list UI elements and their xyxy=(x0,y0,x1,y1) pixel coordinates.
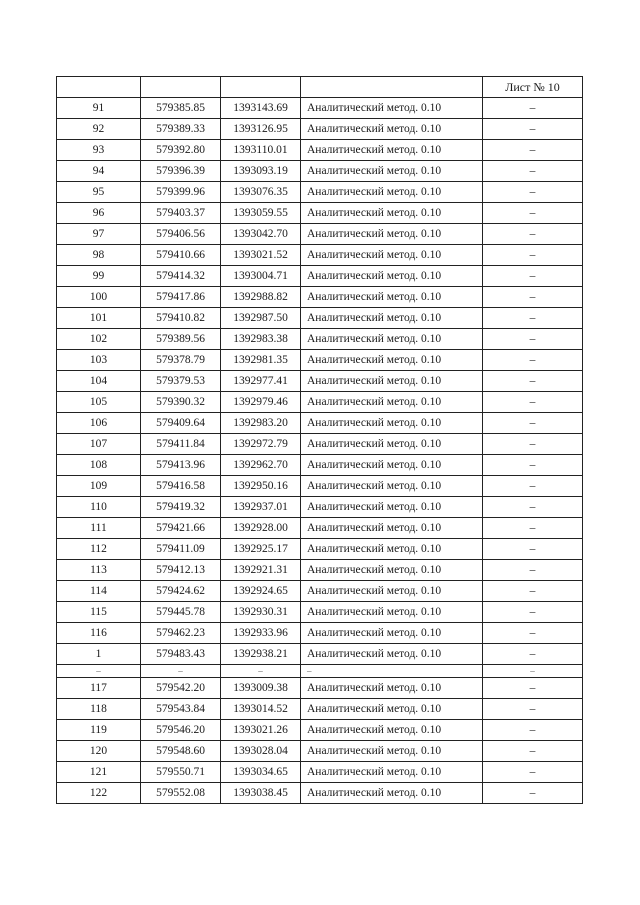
y-coordinate-cell: 1392981.35 xyxy=(221,350,301,371)
note-cell: – xyxy=(483,455,583,476)
y-coordinate-cell: 1393110.01 xyxy=(221,140,301,161)
x-coordinate-cell: 579410.66 xyxy=(141,245,221,266)
y-coordinate-cell: 1393021.52 xyxy=(221,245,301,266)
note-cell: – xyxy=(483,560,583,581)
coordinates-table xyxy=(56,76,583,804)
table-row xyxy=(57,119,583,140)
x-coordinate-cell: 579409.64 xyxy=(141,413,221,434)
method-cell: Аналитический метод. 0.10 xyxy=(301,119,483,140)
note-cell: – xyxy=(483,371,583,392)
y-coordinate-cell: 1393038.45 xyxy=(221,783,301,804)
method-cell: Аналитический метод. 0.10 xyxy=(301,623,483,644)
note-cell: – xyxy=(483,140,583,161)
y-coordinate-cell: 1392987.50 xyxy=(221,308,301,329)
y-coordinate-cell: 1393126.95 xyxy=(221,119,301,140)
method-cell: Аналитический метод. 0.10 xyxy=(301,266,483,287)
point-number-cell: 115 xyxy=(57,602,141,623)
header-cell-empty xyxy=(57,77,141,98)
table-row xyxy=(57,720,583,741)
y-coordinate-cell: 1392950.16 xyxy=(221,476,301,497)
y-coordinate-cell: 1392979.46 xyxy=(221,392,301,413)
table-row xyxy=(57,350,583,371)
note-cell: – xyxy=(483,623,583,644)
note-cell: – xyxy=(483,308,583,329)
y-coordinate-cell: 1393042.70 xyxy=(221,224,301,245)
method-cell: Аналитический метод. 0.10 xyxy=(301,581,483,602)
method-cell: Аналитический метод. 0.10 xyxy=(301,783,483,804)
note-cell: – xyxy=(483,413,583,434)
header-cell-empty xyxy=(301,77,483,98)
x-coordinate-cell: 579542.20 xyxy=(141,678,221,699)
note-cell: – xyxy=(483,602,583,623)
sheet-number-label: Лист № 10 xyxy=(483,77,583,98)
table-row xyxy=(57,644,583,665)
point-number-cell: 106 xyxy=(57,413,141,434)
table-row xyxy=(57,434,583,455)
y-coordinate-cell: 1392937.01 xyxy=(221,497,301,518)
method-cell: Аналитический метод. 0.10 xyxy=(301,434,483,455)
table-row xyxy=(57,762,583,783)
method-cell: – xyxy=(301,665,483,678)
note-cell: – xyxy=(483,245,583,266)
point-number-cell: 1 xyxy=(57,644,141,665)
point-number-cell: 107 xyxy=(57,434,141,455)
y-coordinate-cell: 1392933.96 xyxy=(221,623,301,644)
method-cell: Аналитический метод. 0.10 xyxy=(301,741,483,762)
header-cell-empty xyxy=(141,77,221,98)
point-number-cell: 119 xyxy=(57,720,141,741)
method-cell: Аналитический метод. 0.10 xyxy=(301,350,483,371)
y-coordinate-cell: 1393034.65 xyxy=(221,762,301,783)
x-coordinate-cell: 579399.96 xyxy=(141,182,221,203)
y-coordinate-cell: 1392921.31 xyxy=(221,560,301,581)
method-cell: Аналитический метод. 0.10 xyxy=(301,413,483,434)
table-row xyxy=(57,623,583,644)
note-cell: – xyxy=(483,741,583,762)
note-cell: – xyxy=(483,644,583,665)
method-cell: Аналитический метод. 0.10 xyxy=(301,308,483,329)
y-coordinate-cell: – xyxy=(221,665,301,678)
table-row xyxy=(57,161,583,182)
x-coordinate-cell: 579403.37 xyxy=(141,203,221,224)
point-number-cell: 104 xyxy=(57,371,141,392)
note-cell: – xyxy=(483,783,583,804)
note-cell: – xyxy=(483,392,583,413)
point-number-cell: 96 xyxy=(57,203,141,224)
method-cell: Аналитический метод. 0.10 xyxy=(301,476,483,497)
coordinates-table-body xyxy=(57,77,583,804)
table-row xyxy=(57,140,583,161)
point-number-cell: 105 xyxy=(57,392,141,413)
table-row xyxy=(57,182,583,203)
x-coordinate-cell: 579550.71 xyxy=(141,762,221,783)
point-number-cell: 97 xyxy=(57,224,141,245)
x-coordinate-cell: 579396.39 xyxy=(141,161,221,182)
y-coordinate-cell: 1392924.65 xyxy=(221,581,301,602)
x-coordinate-cell: 579412.13 xyxy=(141,560,221,581)
note-cell: – xyxy=(483,720,583,741)
x-coordinate-cell: 579413.96 xyxy=(141,455,221,476)
table-row xyxy=(57,455,583,476)
x-coordinate-cell: 579390.32 xyxy=(141,392,221,413)
note-cell: – xyxy=(483,539,583,560)
y-coordinate-cell: 1392925.17 xyxy=(221,539,301,560)
table-row xyxy=(57,392,583,413)
x-coordinate-cell: 579411.84 xyxy=(141,434,221,455)
x-coordinate-cell: 579378.79 xyxy=(141,350,221,371)
table-row xyxy=(57,741,583,762)
point-number-cell: 110 xyxy=(57,497,141,518)
method-cell: Аналитический метод. 0.10 xyxy=(301,161,483,182)
y-coordinate-cell: 1392938.21 xyxy=(221,644,301,665)
note-cell: – xyxy=(483,581,583,602)
method-cell: Аналитический метод. 0.10 xyxy=(301,287,483,308)
table-gap-row xyxy=(57,665,583,678)
y-coordinate-cell: 1392983.20 xyxy=(221,413,301,434)
x-coordinate-cell: 579424.62 xyxy=(141,581,221,602)
method-cell: Аналитический метод. 0.10 xyxy=(301,182,483,203)
method-cell: Аналитический метод. 0.10 xyxy=(301,203,483,224)
table-row xyxy=(57,329,583,350)
point-number-cell: 113 xyxy=(57,560,141,581)
y-coordinate-cell: 1392983.38 xyxy=(221,329,301,350)
x-coordinate-cell: 579416.58 xyxy=(141,476,221,497)
method-cell: Аналитический метод. 0.10 xyxy=(301,644,483,665)
y-coordinate-cell: 1393021.26 xyxy=(221,720,301,741)
y-coordinate-cell: 1392930.31 xyxy=(221,602,301,623)
y-coordinate-cell: 1393076.35 xyxy=(221,182,301,203)
y-coordinate-cell: 1393093.19 xyxy=(221,161,301,182)
y-coordinate-cell: 1393028.04 xyxy=(221,741,301,762)
table-row xyxy=(57,476,583,497)
x-coordinate-cell: 579445.78 xyxy=(141,602,221,623)
note-cell: – xyxy=(483,161,583,182)
method-cell: Аналитический метод. 0.10 xyxy=(301,371,483,392)
x-coordinate-cell: – xyxy=(141,665,221,678)
note-cell: – xyxy=(483,287,583,308)
x-coordinate-cell: 579392.80 xyxy=(141,140,221,161)
table-row xyxy=(57,539,583,560)
point-number-cell: – xyxy=(57,665,141,678)
table-row xyxy=(57,245,583,266)
x-coordinate-cell: 579546.20 xyxy=(141,720,221,741)
method-cell: Аналитический метод. 0.10 xyxy=(301,518,483,539)
method-cell: Аналитический метод. 0.10 xyxy=(301,678,483,699)
point-number-cell: 121 xyxy=(57,762,141,783)
y-coordinate-cell: 1393014.52 xyxy=(221,699,301,720)
table-row xyxy=(57,308,583,329)
point-number-cell: 103 xyxy=(57,350,141,371)
x-coordinate-cell: 579385.85 xyxy=(141,98,221,119)
y-coordinate-cell: 1392928.00 xyxy=(221,518,301,539)
point-number-cell: 98 xyxy=(57,245,141,266)
table-row xyxy=(57,678,583,699)
table-row xyxy=(57,266,583,287)
point-number-cell: 94 xyxy=(57,161,141,182)
method-cell: Аналитический метод. 0.10 xyxy=(301,720,483,741)
note-cell: – xyxy=(483,119,583,140)
method-cell: Аналитический метод. 0.10 xyxy=(301,392,483,413)
point-number-cell: 111 xyxy=(57,518,141,539)
x-coordinate-cell: 579379.53 xyxy=(141,371,221,392)
note-cell: – xyxy=(483,497,583,518)
note-cell: – xyxy=(483,203,583,224)
y-coordinate-cell: 1392962.70 xyxy=(221,455,301,476)
note-cell: – xyxy=(483,266,583,287)
x-coordinate-cell: 579417.86 xyxy=(141,287,221,308)
point-number-cell: 120 xyxy=(57,741,141,762)
point-number-cell: 99 xyxy=(57,266,141,287)
note-cell: – xyxy=(483,476,583,497)
x-coordinate-cell: 579389.33 xyxy=(141,119,221,140)
table-row xyxy=(57,497,583,518)
table-row xyxy=(57,203,583,224)
y-coordinate-cell: 1393143.69 xyxy=(221,98,301,119)
method-cell: Аналитический метод. 0.10 xyxy=(301,497,483,518)
point-number-cell: 92 xyxy=(57,119,141,140)
method-cell: Аналитический метод. 0.10 xyxy=(301,602,483,623)
header-cell-empty xyxy=(221,77,301,98)
point-number-cell: 118 xyxy=(57,699,141,720)
method-cell: Аналитический метод. 0.10 xyxy=(301,224,483,245)
note-cell: – xyxy=(483,329,583,350)
note-cell: – xyxy=(483,665,583,678)
table-row xyxy=(57,699,583,720)
point-number-cell: 122 xyxy=(57,783,141,804)
x-coordinate-cell: 579410.82 xyxy=(141,308,221,329)
x-coordinate-cell: 579419.32 xyxy=(141,497,221,518)
y-coordinate-cell: 1392988.82 xyxy=(221,287,301,308)
method-cell: Аналитический метод. 0.10 xyxy=(301,455,483,476)
y-coordinate-cell: 1393004.71 xyxy=(221,266,301,287)
y-coordinate-cell: 1393009.38 xyxy=(221,678,301,699)
x-coordinate-cell: 579543.84 xyxy=(141,699,221,720)
x-coordinate-cell: 579406.56 xyxy=(141,224,221,245)
point-number-cell: 95 xyxy=(57,182,141,203)
x-coordinate-cell: 579414.32 xyxy=(141,266,221,287)
y-coordinate-cell: 1393059.55 xyxy=(221,203,301,224)
point-number-cell: 102 xyxy=(57,329,141,350)
point-number-cell: 114 xyxy=(57,581,141,602)
table-row xyxy=(57,413,583,434)
y-coordinate-cell: 1392972.79 xyxy=(221,434,301,455)
table-row xyxy=(57,287,583,308)
table-row xyxy=(57,371,583,392)
point-number-cell: 109 xyxy=(57,476,141,497)
method-cell: Аналитический метод. 0.10 xyxy=(301,98,483,119)
note-cell: – xyxy=(483,678,583,699)
note-cell: – xyxy=(483,98,583,119)
x-coordinate-cell: 579548.60 xyxy=(141,741,221,762)
x-coordinate-cell: 579411.09 xyxy=(141,539,221,560)
point-number-cell: 117 xyxy=(57,678,141,699)
table-row xyxy=(57,581,583,602)
point-number-cell: 93 xyxy=(57,140,141,161)
table-row xyxy=(57,602,583,623)
point-number-cell: 91 xyxy=(57,98,141,119)
x-coordinate-cell: 579421.66 xyxy=(141,518,221,539)
note-cell: – xyxy=(483,762,583,783)
note-cell: – xyxy=(483,350,583,371)
method-cell: Аналитический метод. 0.10 xyxy=(301,762,483,783)
x-coordinate-cell: 579483.43 xyxy=(141,644,221,665)
note-cell: – xyxy=(483,182,583,203)
method-cell: Аналитический метод. 0.10 xyxy=(301,539,483,560)
point-number-cell: 100 xyxy=(57,287,141,308)
method-cell: Аналитический метод. 0.10 xyxy=(301,699,483,720)
method-cell: Аналитический метод. 0.10 xyxy=(301,329,483,350)
point-number-cell: 101 xyxy=(57,308,141,329)
table-row xyxy=(57,560,583,581)
point-number-cell: 112 xyxy=(57,539,141,560)
method-cell: Аналитический метод. 0.10 xyxy=(301,245,483,266)
method-cell: Аналитический метод. 0.10 xyxy=(301,140,483,161)
note-cell: – xyxy=(483,518,583,539)
point-number-cell: 108 xyxy=(57,455,141,476)
x-coordinate-cell: 579552.08 xyxy=(141,783,221,804)
x-coordinate-cell: 579389.56 xyxy=(141,329,221,350)
note-cell: – xyxy=(483,224,583,245)
x-coordinate-cell: 579462.23 xyxy=(141,623,221,644)
point-number-cell: 116 xyxy=(57,623,141,644)
table-row xyxy=(57,783,583,804)
note-cell: – xyxy=(483,434,583,455)
note-cell: – xyxy=(483,699,583,720)
table-header-row xyxy=(57,77,583,98)
y-coordinate-cell: 1392977.41 xyxy=(221,371,301,392)
table-row xyxy=(57,98,583,119)
table-row xyxy=(57,224,583,245)
table-row xyxy=(57,518,583,539)
method-cell: Аналитический метод. 0.10 xyxy=(301,560,483,581)
